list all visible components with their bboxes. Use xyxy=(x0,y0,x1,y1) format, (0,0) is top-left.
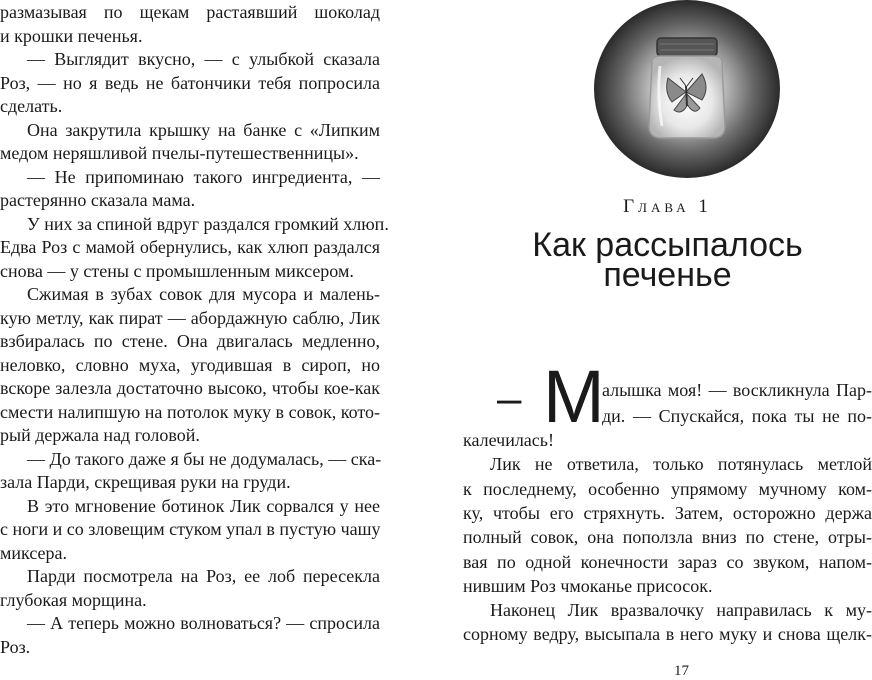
text-line: сделать. xyxy=(0,96,63,116)
text-line: Наконец Лик вразвалочку направилась к му- xyxy=(490,600,872,621)
text-line: зала Парди, скрещивая руки на груди. xyxy=(0,472,291,492)
text-line: В это мгновение ботинок Лик сорвался у нее xyxy=(27,495,380,516)
text-line: медом неряшливой пчелы-путешественницы». xyxy=(0,143,359,163)
jar-illustration xyxy=(594,0,780,178)
text-line: размазывая по щекам растаявший шоколад xyxy=(0,2,380,22)
text-line: с ноги и со зловещим стуком упал в пустую чашу xyxy=(0,519,381,539)
text-line: Роз, — но я ведь не батончики тебя попросила xyxy=(0,72,380,93)
text-line: Она закрутила крышку на банке с «Липким xyxy=(27,119,380,140)
text-line: Едва Роз с мамой обернулись, как хлюп раздался xyxy=(0,237,380,257)
text-line: неловко, словно муха, угодившая в сироп, но xyxy=(0,354,380,375)
chapter-title-line-2: печенье xyxy=(603,256,732,294)
text-line: Парди посмотрела на Роз, ее лоб пересекла xyxy=(27,566,380,586)
text-line: миксера. xyxy=(0,542,68,563)
drop-cap-line-1: алышка моя! — воскликнула Пар- xyxy=(602,380,872,400)
drop-cap-line-2: ди. — Спускайся, пока ты не по- xyxy=(602,406,872,426)
text-line: — Выглядит вкусно, — с улыбкой сказала xyxy=(27,49,380,69)
text-line: — Не припоминаю такого ингредиента, — xyxy=(27,166,380,187)
chapter-label: Глава 1 xyxy=(623,196,712,217)
text-line: смести налипшую на потолок муку в совок, кото- xyxy=(0,401,380,422)
text-line: калечилась! xyxy=(463,430,554,450)
text-line: к последнему, особенно упрямому мучному ком- xyxy=(463,478,872,499)
text-line: взбиралась по стене. Она двигалась медленно, xyxy=(0,331,380,351)
text-line: сорному ведру, высыпала в него муку и снова щелк- xyxy=(463,624,872,645)
text-line: Роз. xyxy=(0,636,31,657)
text-line: полный совок, она поползла вниз по стене, отры- xyxy=(463,527,872,548)
right-page xyxy=(463,0,872,680)
text-line: рый держала над головой. xyxy=(0,425,200,445)
drop-cap: М xyxy=(543,355,605,438)
opening-dash: – xyxy=(497,374,522,423)
text-line: снова — у стены с промышленным миксером. xyxy=(0,260,354,281)
chapter-title-line-1: Как рассыпалось xyxy=(532,226,803,264)
left-page xyxy=(0,0,389,680)
text-line: растерянно сказала мама. xyxy=(0,190,196,210)
text-line: У них за спиной вдруг раздался громкий хлюп. xyxy=(27,213,389,234)
text-line: вая по одной конечности зараз со звуком, напом- xyxy=(463,551,872,572)
text-line: — А теперь можно волноваться? — спросила xyxy=(27,613,380,633)
text-line: вскоре залезла достаточно высоко, чтобы кое-как xyxy=(0,378,380,398)
text-line: Лик не ответила, только потянулась метлой xyxy=(490,454,872,475)
text-line: глубокая морщина. xyxy=(0,589,147,610)
page-number: 17 xyxy=(674,663,689,679)
text-line: ку, чтобы его стряхнуть. Затем, осторожно держа xyxy=(463,502,872,523)
text-line: нившим Роз чмоканье присосок. xyxy=(463,575,713,596)
text-line: — До такого даже я бы не додумалась, — ска- xyxy=(27,448,382,469)
text-line: кую метлу, как пират — абордажную саблю, Лик xyxy=(0,307,380,328)
text-line: Сжимая в зубах совок для мусора и малень- xyxy=(27,284,380,304)
text-line: и крошки печенья. xyxy=(0,25,143,46)
